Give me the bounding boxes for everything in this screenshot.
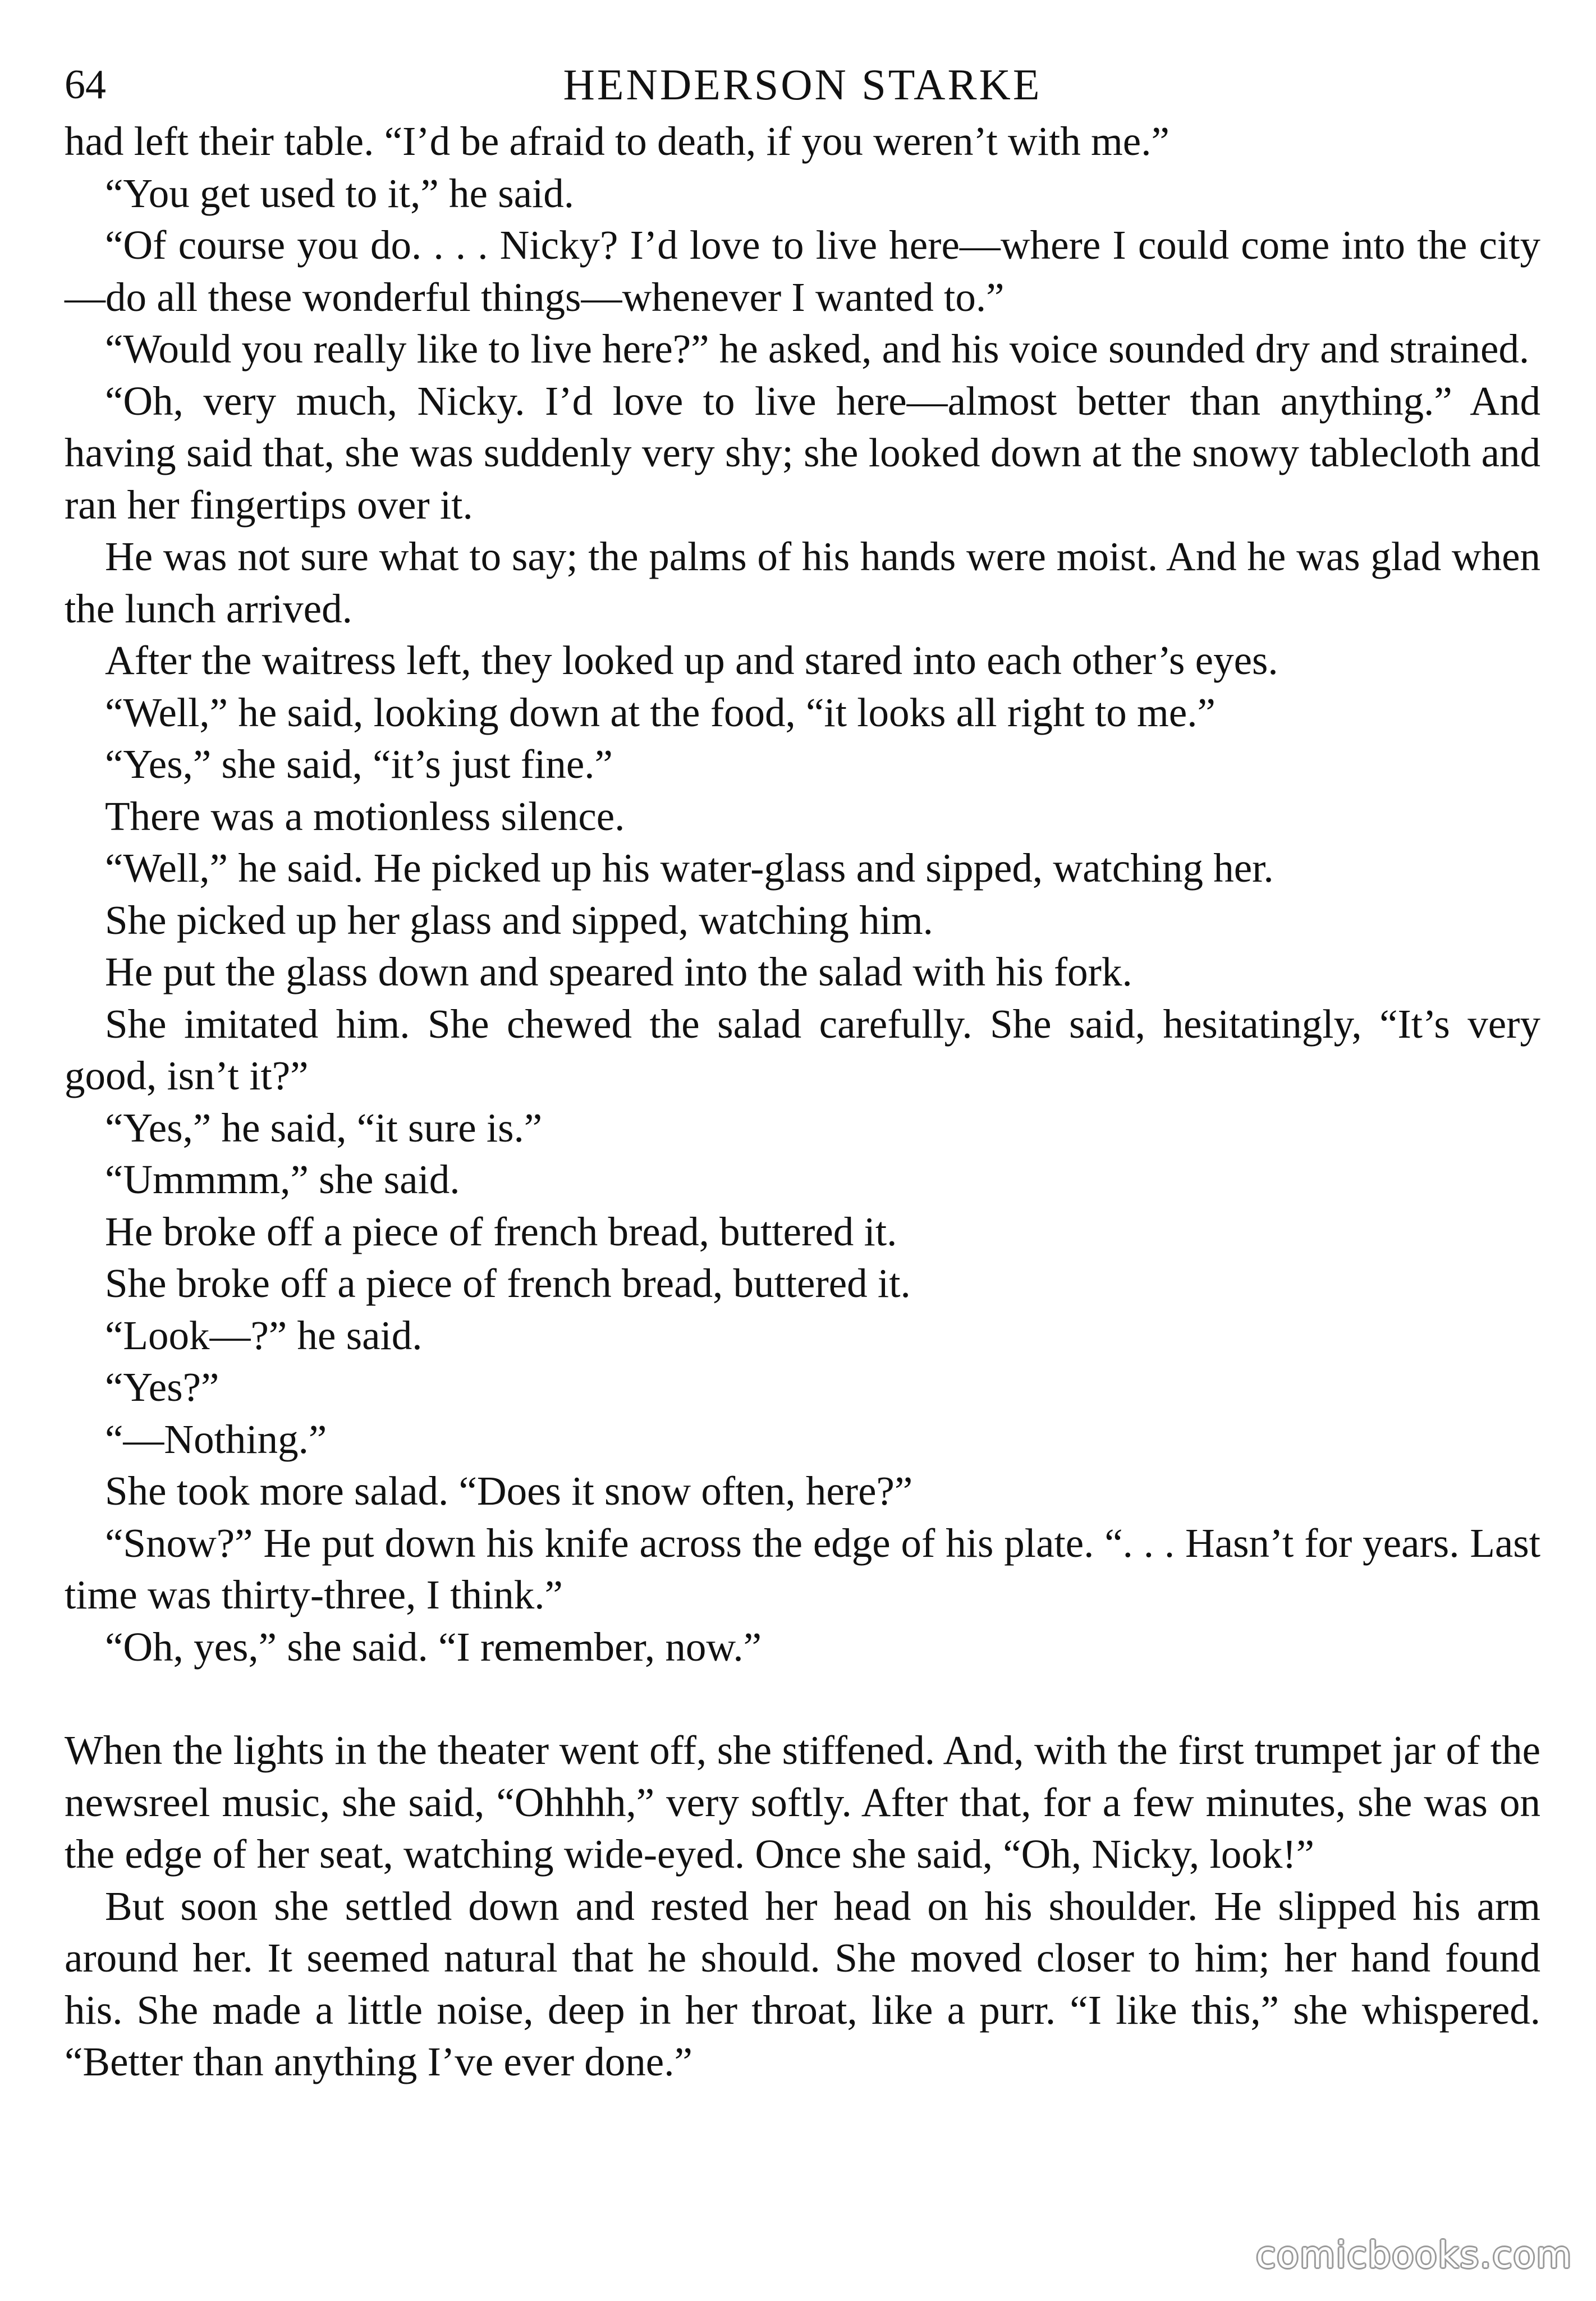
book-page: [65, 54, 1540, 2088]
body-text: [65, 116, 1540, 2088]
running-title: HENDERSON STARKE: [563, 60, 1042, 109]
paragraph: “Well,” he said, looking down at the food, “it looks all right to me.”: [105, 689, 1216, 735]
paragraph: She picked up her glass and sipped, watching him.: [105, 897, 933, 943]
paragraph: “Of course you do. . . . Nicky? I’d love to live here—where I could come into the city—do all these wonderful things—whenever I wanted to.”: [65, 222, 1540, 320]
paragraph: “Yes?”: [105, 1364, 219, 1410]
paragraph: She imitated him. She chewed the salad carefully. She said, hesitatingly, “It’s very good, isn’t it?”: [65, 1001, 1540, 1098]
paragraph: “Well,” he said. He picked up his water-glass and sipped, watching her.: [105, 845, 1274, 891]
paragraph: She took more salad. “Does it snow often, here?”: [105, 1468, 913, 1514]
paragraph: “—Nothing.”: [105, 1416, 327, 1462]
watermark: comicbooks.com: [1255, 2235, 1572, 2276]
paragraph: “Yes,” he said, “it sure is.”: [105, 1104, 543, 1150]
paragraph: There was a motionless silence.: [105, 793, 625, 839]
running-head: [65, 54, 1540, 116]
paragraph: He was not sure what to say; the palms of his hands were moist. And he was glad when the lunch arrived.: [65, 534, 1540, 631]
page-number: 64: [65, 62, 106, 108]
paragraph: She broke off a piece of french bread, buttered it.: [105, 1260, 911, 1306]
paragraph: He broke off a piece of french bread, buttered it.: [105, 1208, 897, 1254]
paragraph: “Look—?” he said.: [105, 1312, 423, 1358]
paragraph: “Oh, yes,” she said. “I remember, now.”: [105, 1624, 762, 1670]
section-break: [65, 1673, 1540, 1725]
paragraph: But soon she settled down and rested her head on his shoulder. He slipped his arm around her. It seemed natural that he should. She moved closer to him; her hand found his. She made a little noise, deep in her throat, like a purr. “I like this,” she whispered. “Better than anything I’ve ever done.”: [65, 1883, 1540, 2084]
paragraph: After the waitress left, they looked up and stared into each other’s eyes.: [105, 638, 1278, 683]
paragraph: “Would you really like to live here?” he asked, and his voice sounded dry and strained.: [105, 326, 1530, 372]
paragraph: had left their table. “I’d be afraid to death, if you weren’t with me.”: [65, 118, 1170, 164]
paragraph: When the lights in the theater went off, she stiffened. And, with the first trumpet jar of the newsreel music, she said, “Ohhhh,” very softly. After that, for a few minutes, she was on the edge of her seat, watching wide-eyed. Once she said, “Oh, Nicky, look!”: [65, 1727, 1540, 1877]
paragraph: “Ummmm,” she said.: [105, 1157, 460, 1202]
paragraph: “Oh, very much, Nicky. I’d love to live here—almost better than anything.” And having said that, she was suddenly very shy; she looked down at the snowy tablecloth and ran her fingertips over it.: [65, 378, 1540, 528]
paragraph: “Snow?” He put down his knife across the edge of his plate. “. . . Hasn’t for years. Last time was thirty-three, I think.”: [65, 1520, 1540, 1617]
paragraph: “You get used to it,” he said.: [105, 170, 575, 216]
paragraph: He put the glass down and speared into the salad with his fork.: [105, 949, 1132, 994]
paragraph: “Yes,” she said, “it’s just fine.”: [105, 741, 613, 787]
